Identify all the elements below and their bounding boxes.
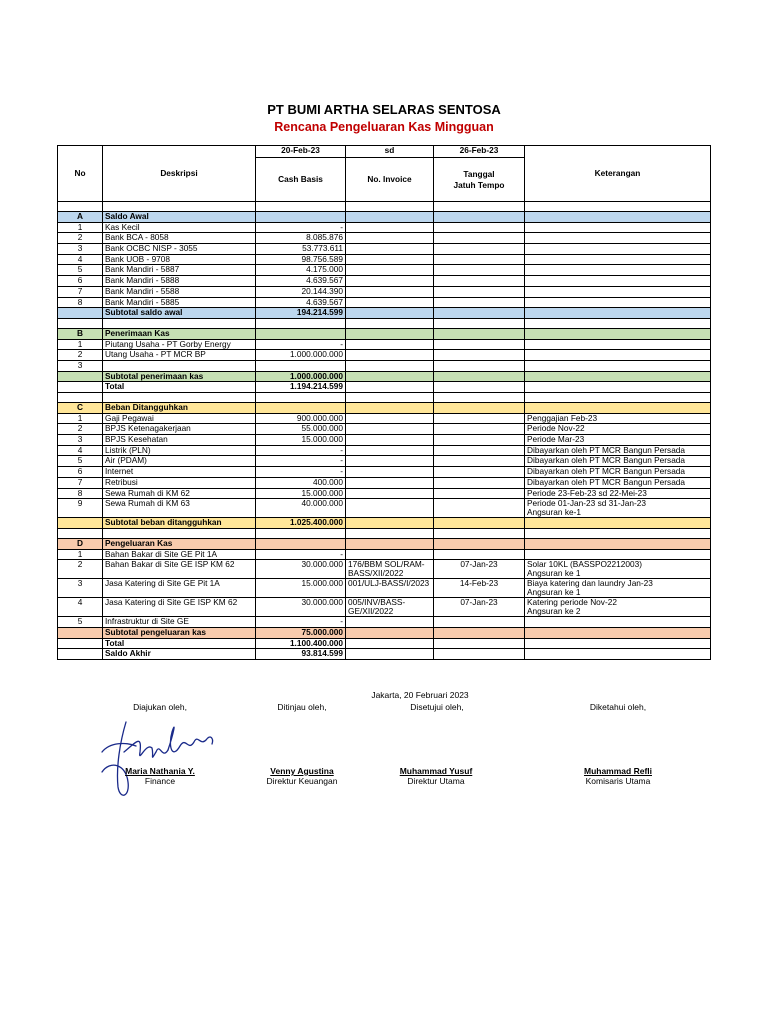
signer-2 (227, 766, 377, 786)
subtotal-a: Subtotal saldo awal 194.214.599 (58, 308, 711, 319)
table-row: 7 Bank Mandiri - 5588 20.144.390 (58, 286, 711, 297)
cash-plan-table (57, 145, 711, 660)
handwritten-signature (96, 712, 226, 802)
signer-3 (361, 766, 511, 786)
section-header-d: D Pengeluaran Kas (58, 538, 711, 549)
report-subtitle: Rencana Pengeluaran Kas Mingguan (274, 120, 494, 134)
table-row: 3 Jasa Katering di Site GE Pit 1A 15.000.000 001/ULJ-BASS/I/2023 14-Feb-23 Biaya katering dan laundry Jan-23 Angsuran ke 1 (58, 579, 711, 598)
signer-1-title: Finance (144, 776, 176, 786)
signer-3-name: Muhammad Yusuf (399, 766, 473, 776)
signer-2-title: Direktur Keuangan (266, 776, 338, 786)
signer-1-role: Diajukan oleh, (133, 702, 187, 712)
table-row: 6 Internet - Dibayarkan oleh PT MCR Bangun Persada (58, 467, 711, 478)
place-date: Jakarta, 20 Februari 2023 (371, 690, 469, 700)
table-row: 9 Sewa Rumah di KM 63 40.000.000 Periode 01-Jan-23 sd 31-Jan-23 Angsuran ke-1 (58, 499, 711, 518)
table-row: 8 Bank Mandiri - 5885 4.639.567 (58, 297, 711, 308)
signer-2-name: Venny Agustina (270, 766, 334, 776)
subtotal-b: Subtotal penerimaan kas 1.000.000.000 (58, 371, 711, 382)
table-row: 2 Utang Usaha - PT MCR BP 1.000.000.000 (58, 350, 711, 361)
table-row: 5 Bank Mandiri - 5887 4.175.000 (58, 265, 711, 276)
header-desc: Deskripsi (103, 146, 256, 202)
section-header-a: A Saldo Awal (58, 212, 711, 223)
table-row: 3 Bank OCBC NISP - 3055 53.773.611 (58, 244, 711, 255)
header-cash: Cash Basis (256, 158, 346, 202)
header-date-from: 20-Feb-23 (256, 146, 346, 158)
header-no: No (58, 146, 103, 202)
table-row: 2 Bahan Bakar di Site GE ISP KM 62 30.000.000 176/BBM SOL/RAM-BASS/XII/2022 07-Jan-23 Solar 10KL (BASSPO2212003) Angsuran ke 1 (58, 560, 711, 579)
signer-3-role: Disetujui oleh, (410, 702, 464, 712)
company-title: PT BUMI ARTHA SELARAS SENTOSA (267, 102, 501, 117)
section-rows-a (58, 222, 711, 308)
table-row: 5 Infrastruktur di Site GE - (58, 617, 711, 628)
table-row: 2 Bank BCA - 8058 8.085.876 (58, 233, 711, 244)
signer-4-title: Komisaris Utama (585, 776, 651, 786)
table-row: 1 Gaji Pegawai 900.000.000 Penggajian Feb-23 (58, 413, 711, 424)
subtotal-d: Subtotal pengeluaran kas 75.000.000 (58, 627, 711, 638)
table-row: 4 Bank UOB - 9708 98.756.589 (58, 254, 711, 265)
table-row: 1 Kas Kecil - (58, 222, 711, 233)
table-row: 4 Listrik (PLN) - Dibayarkan oleh PT MCR Bangun Persada (58, 445, 711, 456)
table-row: 8 Sewa Rumah di KM 62 15.000.000 Periode 23-Feb-23 sd 22-Mei-23 (58, 488, 711, 499)
table-row: 5 Air (PDAM) - Dibayarkan oleh PT MCR Bangun Persada (58, 456, 711, 467)
saldo-akhir-row: Saldo Akhir 93.814.599 (58, 649, 711, 660)
header-date-to: 26-Feb-23 (434, 146, 525, 158)
table-row: 6 Bank Mandiri - 5888 4.639.567 (58, 276, 711, 287)
section-rows-c (58, 413, 711, 518)
section-rows-d (58, 549, 711, 627)
header-row-dates (58, 146, 711, 158)
header-due: Tanggal Jatuh Tempo (434, 158, 525, 202)
table-row: 4 Jasa Katering di Site GE ISP KM 62 30.000.000 005/INV/BASS-GE/XII/2022 07-Jan-23 Katering periode Nov-22 Angsuran ke 2 (58, 598, 711, 617)
section-header-c: C Beban Ditangguhkan (58, 403, 711, 414)
signer-4-name: Muhammad Refli (583, 766, 652, 776)
table-row: 7 Retribusi 400.000 Dibayarkan oleh PT MCR Bangun Persada (58, 477, 711, 488)
table-row: 2 BPJS Ketenagakerjaan 55.000.000 Periode Nov-22 (58, 424, 711, 435)
table-row: 3 (58, 360, 711, 371)
signer-4 (543, 766, 693, 786)
table-row: 1 Bahan Bakar di Site GE Pit 1A - (58, 549, 711, 560)
total-b: Total 1.194.214.599 (58, 382, 711, 393)
total-d: Total 1.100.400.000 (58, 638, 711, 649)
signer-2-role: Ditinjau oleh, (277, 702, 327, 712)
signer-1-name: Maria Nathania Y. (125, 766, 195, 776)
section-rows-b (58, 339, 711, 371)
subtotal-c: Subtotal beban ditangguhkan 1.025.400.000 (58, 518, 711, 529)
header-sd: sd (346, 146, 434, 158)
signer-3-title: Direktur Utama (407, 776, 465, 786)
blank-row (58, 202, 711, 212)
table-row: 1 Piutang Usaha - PT Gorby Energy - (58, 339, 711, 350)
section-header-b: B Penerimaan Kas (58, 328, 711, 339)
table-row: 3 BPJS Kesehatan 15.000.000 Periode Mar-23 (58, 435, 711, 446)
signer-1 (85, 766, 235, 786)
header-invoice: No. Invoice (346, 158, 434, 202)
signer-4-role: Diketahui oleh, (589, 702, 647, 712)
header-note: Keterangan (525, 146, 711, 202)
